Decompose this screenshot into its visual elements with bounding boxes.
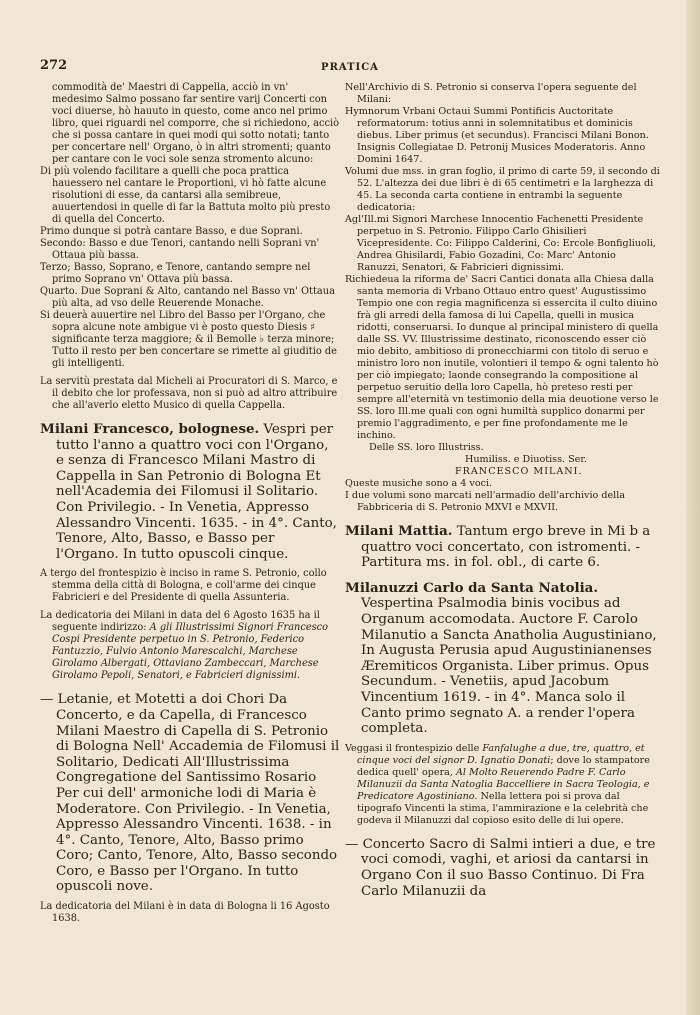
dedication-closing: Humiliss. e Diuotiss. Ser. (465, 454, 587, 465)
archive-title: Hymnorum Vrbani Octaui Summi Pontificis Auctoritate reformatorum: totius anni in solemnitatibus et dominicis diebus. Liber primus (et secundus). Francisci Milani Bonon. Insignis Collegiatae D. Petronij Musices Moderatoris. Anno Domini 1647. (345, 106, 649, 165)
footnote-text: ; dove lo stampatore dedica quell' opera, (357, 754, 650, 778)
catalog-entry: — Letanie, et Motetti a doi Chori Da Concerto, e da Capella, di Francesco Milani Maestro di Capella di S. Petronio di Bologna Nell' Accademia de Filomusi il Solitario, Dedicati All'Illustrissima Congregatione del Santissimo Rosario Per cui dell' armoniche lodi di Maria è Moderatore. Con Privilegio. - In Venetia, Appresso Alessandro Vincenti. 1638. - in 4°. Canto, Tenore, Alto, Basso primo Coro; Canto, Tenore, Alto, Basso secondo Coro, e Basso per l'Organo. In tutto opuscoli nove. (40, 692, 340, 895)
running-head: PRATICA (321, 62, 379, 73)
right-column (345, 82, 660, 899)
dedication-letter: Richiedeua la riforma de' Sacri Cantici donata alla Chiesa dalla santa memoria di Vrbano Ottauo entro quest' Augustissimo Tempio one con regia magnificenza si essercita il culto diuino frà gli arredi della famosa di lui Capella, quelli in musica ridotti, conseruarsi. Io dunque al principal ministero di quella dalle SS. VV. Illustrissime destinato, riconoscendo esser ciò mio debito, ambitioso di pronecchiarmi con titolo di seruo e ministro loro non inutile, volontieri il tempo & ogni talento hò per ciò impiegato; laonde consegrando la compositione al perpetuo seruitio della loro Capella, hò preteso resti per sempre all'eternità vn testimonio della mia deuotione verso le SS. loro Ill.me quali con ogni humiltà supplico donarmi per premio l'aggradimento, e per fine profondamente me le inchino. (345, 274, 659, 441)
intro-paragraph: Di più volendo facilitare a quelli che poca prattica hauessero nel cantare le Proportioni, vi hò fatte alcune risolutioni di esse, da cantarsi alla semibreue, auuertendosi in quelle di far la Battuta molto più presto di quella del Concerto. (40, 166, 331, 225)
entry-heading: Milanuzzi Carlo da Santa Natolia. (345, 579, 599, 596)
footnote-dedication: Al Molto Reuerendo Padre F. Carlo Milanuzii da Santa Natoglia Baccelliere in Sacra Teologia, e Predicatore Agostiniano. (357, 766, 650, 802)
entry-body: Vespri per tutto l'anno a quattro voci con l'Organo, e senza di Francesco Milani Mastro di Cappella in San Petronio di Bologna Et nell'Academia dei Filomusi il Solitario. Con Privilegio. - In Venetia, Appresso Alessandro Vincenti. 1635. - in 4°. Canto, Tenore, Alto, Basso, e Basso per l'Organo. In tutto opuscoli cinque. (56, 422, 337, 562)
footnote-title: Fanfalughe a due, tre, quattro, et cinque voci del signor D. Ignatio Donati (357, 742, 645, 766)
footnote: A tergo del frontespizio è inciso in rame S. Petronio, collo stemma della città di Bologna, e coll'arme dei cinque Fabricieri e del Presidente di quella Assunteria. (40, 568, 327, 604)
footnote: La dedicatoria del Milani è in data di Bologna li 16 Agosto 1638. (40, 901, 330, 925)
intro-paragraph: Si deuerà auuertire nel Libro del Basso per l'Organo, che sopra alcune note ambigue vi è posto questo Diesis ♯ significante terza maggiore; & il Bemolle ♭ terza minore; Tutto il resto per ben concertare se rimette al giuditio de gli intelligenti. (40, 310, 337, 369)
entry-body: Tantum ergo breve in Mi b a quattro voci concertato, con istromenti. - Partitura ms. in fol. obl., di carte 6. (361, 524, 651, 571)
entry-heading: Milani Francesco, bolognese. (40, 421, 260, 437)
footnote-text: Nella lettera poi si prova dal tipografo Vincenti la stima, l'ammirazione e la celebrità che godeva il Milanuzzi dal copioso esito delle di lui opere. (357, 790, 649, 826)
intro-paragraph: Terzo; Basso, Soprano, e Tenore, cantando sempre nel primo Soprano vn' Ottava più bassa. (40, 262, 311, 285)
page-number: 272 (40, 58, 68, 73)
dedication-signature: FRANCESCO MILANI. (455, 466, 583, 477)
archive-note: Nell'Archivio di S. Petronio si conserva l'opera seguente del Milani: (345, 82, 637, 105)
entry-heading: Milani Mattia. (345, 523, 453, 539)
catalog-entry: — Concerto Sacro di Salmi intieri a due, e tre voci comodi, vaghi, et ariosi da cantarsi in Organo Con il suo Basso Continuo. Di Fra Carlo Milanuzii da (345, 836, 656, 899)
dedication-address: Agl'Ill.mi Signori Marchese Innocentio Fachenetti Presidente perpetuo in S. Petronio. Filippo Carlo Ghisilieri Vicepresidente. Co: Filippo Calderini, Co: Ercole Bonfigliuoli, Andrea Ghisilardi, Fabio Gozadini, Co: Marc' Antonio Ranuzzi, Senatori, & Fabricieri dignissimi. (345, 214, 656, 273)
dedication-closing: Delle SS. loro Illustriss. (369, 442, 484, 453)
archive-note: I due volumi sono marcati nell'armadio dell'archivio della Fabbriceria di S. Petronio MXVI e MXVII. (345, 490, 626, 513)
catalog-entry (345, 581, 660, 737)
archive-note: Queste musiche sono a 4 voci. (345, 478, 493, 489)
catalog-entry (40, 422, 340, 562)
entry-body: Vespertina Psalmodia binis vocibus ad Organum accomodata. Auctore F. Carolo Milanutio a Sancta Anatholia Augustiniano, In Augusta Perusia apud Augustinianenses Æremiticos Organista. Liber primus. Opus Secundum. - Venetiis, apud Jacobum Vincentium 1619. - in 4°. Manca solo il Canto primo segnato A. a render l'opera completa. (361, 596, 657, 737)
intro-paragraph: Primo dunque si potrà cantare Basso, e due Soprani. (40, 226, 303, 237)
footnote (345, 743, 660, 827)
intro-paragraph: Quarto. Due Soprani & Alto, cantando nel Basso vn' Ottaua più alta, ad vso delle Reuerende Monache. (40, 286, 335, 309)
intro-paragraph: commodità de' Maestri di Cappella, acciò in vn' medesimo Salmo possano far sentire varij Concerti con voci diuerse, hò hauuto in questo, come anco nel primo libro, quei riguardi nel comporre, che si richiedono, acciò che si possa cantare in quei modi qui sotto notati; tanto per concertare nell' Organo, ò in altri stromenti; quanto per cantare con le voci sole senza stromento alcuno: (52, 82, 339, 165)
left-column (40, 82, 340, 925)
footnote-dedication: A gli Illustrissimi Signori Francesco Cospi Presidente perpetuo in S. Petronio, Federico Fantuzzio, Fulvio Antonio Marescalchi, Marchese Girolamo Albergati, Ottaviano Zambeccari, Marchese Girolamo Pepoli, Senatori, e Fabricieri dignissimi. (52, 622, 329, 682)
archive-description: Volumi due mss. in gran foglio, il primo di carte 59, il secondo di 52. L'altezza dei due libri è di 65 centimetri e la larghezza di 45. La seconda carta contiene in entrambi la seguente dedicatoria: (345, 166, 660, 213)
page-gutter-shadow (686, 0, 700, 1015)
catalog-entry (345, 524, 660, 571)
footnote: La servitù prestata dal Micheli ai Procuratori di S. Marco, e il debito che lor professava, non si può ad altro attribuire che all'averlo eletto Musico di quella Cappella. (40, 376, 338, 411)
footnote-text: La dedicatoria dei Milani in data del 6 Agosto 1635 ha il seguente indirizzo: (40, 610, 320, 634)
footnote (40, 610, 340, 682)
footnote-text: Veggasi il frontespizio delle (345, 742, 483, 754)
intro-paragraph: Secondo: Basso e due Tenori, cantando nelli Soprani vn' Ottaua più bassa. (40, 238, 320, 261)
